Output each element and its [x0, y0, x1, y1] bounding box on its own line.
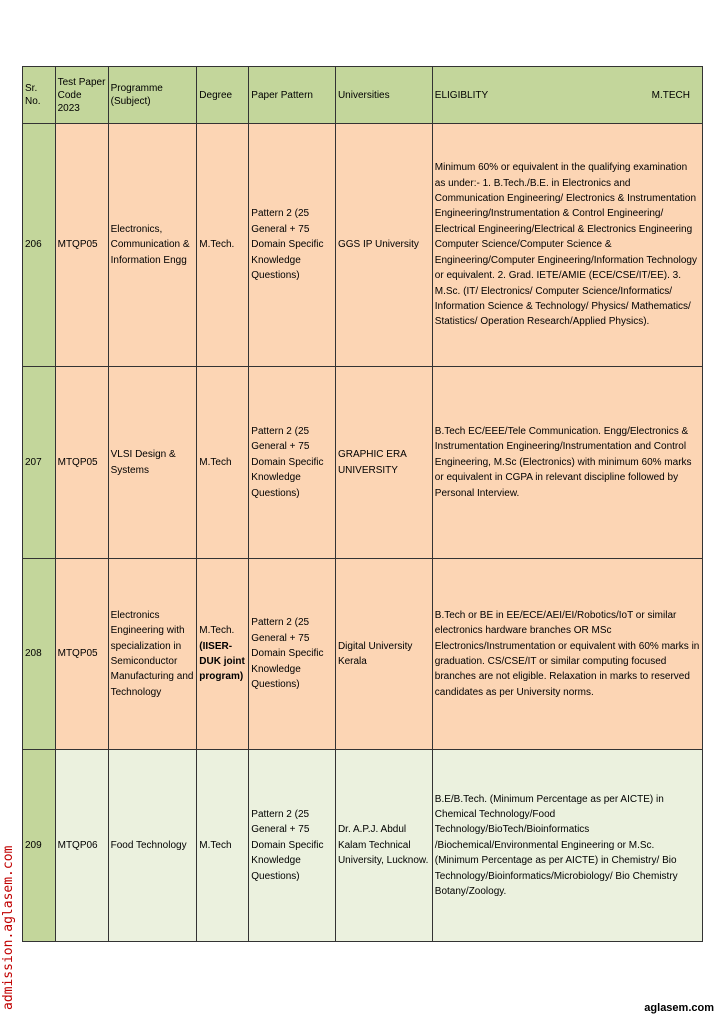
table-row	[23, 124, 703, 367]
eligibility-cell: B.Tech EC/EEE/Tele Communication. Engg/Electronics & Instrumentation Engineering/Instrumentation and Control Engineering, M.Sc (Electronics) with minimum 60% marks or equivalent in CGPA in relevant discipline followed by Personal Interview.	[432, 367, 702, 559]
sr-no-cell: 207	[23, 367, 56, 559]
header-eligibility-label: ELIGIBLITY	[434, 89, 489, 101]
header-mtech-label: M.TECH	[651, 89, 690, 101]
test-code-cell: MTQP05	[55, 367, 108, 559]
sr-no-cell: 208	[23, 559, 56, 750]
paper-pattern-cell: Pattern 2 (25 General + 75 Domain Specific Knowledge Questions)	[249, 367, 336, 559]
degree-line-2: (IISER-DUK joint program)	[199, 640, 245, 683]
sr-no-cell: 206	[23, 124, 56, 367]
university-cell: Digital University Kerala	[335, 559, 432, 750]
header-row	[23, 67, 703, 124]
header-test-code: Test Paper Code 2023	[55, 67, 108, 124]
degree-cell	[197, 559, 249, 750]
table-row	[23, 367, 703, 559]
eligibility-cell: B.Tech or BE in EE/ECE/AEI/EI/Robotics/IoT or similar electronics hardware branches OR MSc Electronics/Instrumentation or equivalent with 60% marks in graduation. CS/CSE/IT or similar computing focused branches are not eligible. Relaxation in marks to reserved candidates as per University norms.	[432, 559, 702, 750]
programme-cell: Food Technology	[108, 750, 197, 942]
header-universities: Universities	[335, 67, 432, 124]
eligibility-table	[22, 66, 703, 942]
paper-pattern-cell: Pattern 2 (25 General + 75 Domain Specific Knowledge Questions)	[249, 559, 336, 750]
test-code-cell: MTQP06	[55, 750, 108, 942]
header-sr-no: Sr. No.	[23, 67, 56, 124]
degree-cell: M.Tech	[197, 367, 249, 559]
eligibility-cell: Minimum 60% or equivalent in the qualifying examination as under:- 1. B.Tech./B.E. in Electronics and Communication Engineering/ Electronics & Instrumentation Engineering/Instrumentation & Control Engineering/ Electrical Engineering/Electrical & Electronics Engineering Computer Science/Computer Science & Engineering/Computer Engineering/Information Technology or equivalent. 2. Grad. IETE/AMIE (ECE/CSE/IT/EE). 3. M.Sc. (IT/ Electronics/ Computer Science/Informatics/ Information Science & Technology/ Physics/ Mathematics/ Statistics/ Operation Research/Applied Physics).	[432, 124, 702, 367]
table-row	[23, 559, 703, 750]
paper-pattern-cell: Pattern 2 (25 General + 75 Domain Specific Knowledge Questions)	[249, 124, 336, 367]
university-cell: GRAPHIC ERA UNIVERSITY	[335, 367, 432, 559]
side-watermark: admission.aglasem.com	[1, 845, 16, 1010]
paper-pattern-cell: Pattern 2 (25 General + 75 Domain Specific Knowledge Questions)	[249, 750, 336, 942]
degree-cell: M.Tech	[197, 750, 249, 942]
header-eligibility	[432, 67, 702, 124]
table-row	[23, 750, 703, 942]
test-code-cell: MTQP05	[55, 124, 108, 367]
footer-brand: aglasem.com	[644, 1002, 714, 1014]
header-programme: Programme (Subject)	[108, 67, 197, 124]
header-paper-pattern: Paper Pattern	[249, 67, 336, 124]
header-degree: Degree	[197, 67, 249, 124]
sr-no-cell: 209	[23, 750, 56, 942]
eligibility-cell: B.E/B.Tech. (Minimum Percentage as per AICTE) in Chemical Technology/Food Technology/BioTech/Bioinformatics /Biochemical/Environmental Engineering or M.Sc. (Minimum Percentage as per AICTE) in Chemistry/ Bio Technology/Bioinformatics/Microbiology/ Bio Chemistry Botany/Zoology.	[432, 750, 702, 942]
programme-cell: VLSI Design & Systems	[108, 367, 197, 559]
degree-cell: M.Tech.	[197, 124, 249, 367]
programme-cell: Electronics, Communication & Information Engg	[108, 124, 197, 367]
programme-cell: Electronics Engineering with specialization in Semiconductor Manufacturing and Technology	[108, 559, 197, 750]
degree-line-1: M.Tech.	[199, 625, 235, 637]
university-cell: GGS IP University	[335, 124, 432, 367]
test-code-cell: MTQP05	[55, 559, 108, 750]
university-cell: Dr. A.P.J. Abdul Kalam Technical University, Lucknow.	[335, 750, 432, 942]
